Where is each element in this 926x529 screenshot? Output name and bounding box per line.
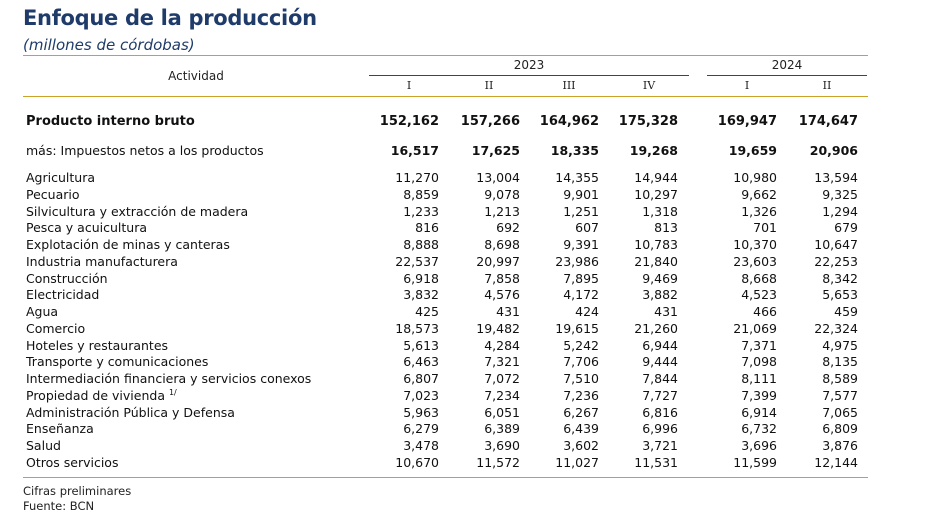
- cell: 8,111: [741, 371, 777, 386]
- note-source: Fuente: BCN: [23, 499, 95, 513]
- table-bottom-rule: [23, 477, 868, 478]
- cell: 20,906: [809, 143, 858, 158]
- cell: 16,517: [390, 143, 439, 158]
- cell: 11,572: [476, 454, 520, 470]
- row-label: [26, 405, 235, 420]
- cell: 19,268: [629, 143, 678, 158]
- cell: 7,065: [822, 404, 858, 420]
- cell: 6,051: [484, 404, 520, 420]
- table-row: [0, 371, 926, 387]
- cell: 7,706: [563, 354, 599, 370]
- cell: 6,996: [642, 421, 678, 437]
- cell: 4,284: [484, 337, 520, 353]
- quarter-2024-ii: II: [822, 79, 832, 92]
- row-label-text: Silvicultura y extracción de madera: [26, 203, 249, 219]
- row-label: [26, 371, 311, 386]
- cell: 11,270: [395, 170, 439, 185]
- table-row: [0, 438, 926, 454]
- cell: 425: [415, 304, 439, 319]
- row-label: [26, 254, 178, 269]
- cell: 7,577: [822, 387, 858, 403]
- cell: 3,690: [484, 438, 520, 453]
- cell: 7,023: [403, 387, 439, 403]
- cell: 22,537: [395, 253, 439, 269]
- cell: 3,602: [563, 438, 599, 453]
- row-label-text: Administración Pública y Defensa: [26, 404, 235, 420]
- row-label: [26, 220, 147, 235]
- cell: 6,279: [403, 421, 439, 437]
- cell: 22,253: [814, 253, 858, 269]
- cell: 8,342: [822, 270, 858, 286]
- table-row: [0, 321, 926, 337]
- cell: 1,213: [484, 203, 520, 219]
- cell: 7,895: [563, 270, 599, 286]
- cell: 5,963: [403, 404, 439, 420]
- cell: 14,944: [634, 170, 678, 185]
- cell: 7,371: [741, 337, 777, 353]
- row-label: [26, 388, 177, 403]
- row-label: [26, 338, 168, 353]
- table-row: [0, 170, 926, 186]
- page-subtitle: (millones de córdobas): [23, 36, 195, 54]
- cell: 8,888: [403, 237, 439, 252]
- cell: 6,463: [403, 354, 439, 370]
- cell: 19,659: [728, 143, 777, 158]
- cell: 164,962: [539, 114, 599, 129]
- table-row: [0, 421, 926, 437]
- cell: 1,233: [403, 203, 439, 219]
- year-header-2023: 2023: [513, 58, 545, 72]
- cell: 3,478: [403, 438, 439, 453]
- cell: 8,698: [484, 237, 520, 252]
- cell: 4,172: [563, 287, 599, 303]
- cell: 11,599: [733, 454, 777, 470]
- cell: 679: [834, 220, 858, 236]
- quarter-2024-i: I: [744, 79, 750, 92]
- table-row: [0, 388, 926, 404]
- cell: 7,072: [484, 371, 520, 386]
- quarter-2023-ii: II: [484, 79, 494, 92]
- row-label: [26, 455, 118, 470]
- cell: 21,260: [634, 320, 678, 336]
- cell: 6,439: [563, 421, 599, 437]
- year-rule-2023: [369, 75, 689, 76]
- row-label-text: Agua: [26, 304, 59, 319]
- cell: 19,615: [555, 320, 599, 336]
- row-label-text: Transporte y comunicaciones: [26, 354, 209, 370]
- cell: 12,144: [814, 454, 858, 470]
- row-label: [26, 170, 95, 185]
- cell: 813: [654, 220, 678, 236]
- cell: 7,858: [484, 270, 520, 286]
- cell: 7,098: [741, 354, 777, 370]
- cell: 431: [496, 304, 520, 319]
- row-label: [26, 321, 85, 336]
- row-label-text: Hoteles y restaurantes: [26, 337, 169, 353]
- cell: 3,832: [403, 287, 439, 303]
- row-label-text: Salud: [26, 438, 61, 453]
- cell: 8,135: [822, 354, 858, 370]
- top-rule: [23, 55, 868, 56]
- row-label-text: Explotación de minas y canteras: [26, 237, 230, 252]
- quarter-2023-i: I: [406, 79, 412, 92]
- cell: 18,573: [395, 320, 439, 336]
- cell: 6,267: [563, 404, 599, 420]
- cell: 7,844: [642, 371, 678, 386]
- cell: 7,321: [484, 354, 520, 370]
- row-label: [26, 287, 99, 302]
- row-label-text: Enseñanza: [26, 421, 94, 437]
- row-label: [26, 187, 80, 202]
- row-label: más: Impuestos netos a los productos: [26, 143, 264, 158]
- row-label-text: Intermediación financiera y servicios conexos: [26, 371, 312, 386]
- cell: 3,882: [642, 287, 678, 303]
- cell: 152,162: [379, 114, 439, 129]
- cell: 20,997: [476, 253, 520, 269]
- row-label-text: Comercio: [26, 320, 86, 336]
- table-row: [0, 287, 926, 303]
- row-label-text: Otros servicios: [26, 454, 119, 470]
- cell: 6,807: [403, 371, 439, 386]
- cell: 1,251: [563, 203, 599, 219]
- row-label: [26, 354, 208, 369]
- cell: 424: [575, 304, 599, 319]
- year-rule-2024: [707, 75, 867, 76]
- cell: 7,399: [741, 387, 777, 403]
- cell: 459: [834, 304, 858, 319]
- cell: 17,625: [471, 143, 520, 158]
- cell: 1,318: [642, 203, 678, 219]
- cell: 13,594: [814, 170, 858, 185]
- activity-header: Actividad: [168, 69, 224, 83]
- row-label-text: Pecuario: [26, 186, 80, 202]
- cell: 9,325: [822, 186, 858, 202]
- cell: 7,727: [642, 387, 678, 403]
- cell: 7,510: [563, 371, 599, 386]
- cell: 6,732: [741, 421, 777, 437]
- cell: 7,234: [484, 387, 520, 403]
- cell: 8,589: [822, 371, 858, 386]
- cell: 9,469: [642, 270, 678, 286]
- year-header-2024: 2024: [771, 58, 803, 72]
- table-row: [0, 354, 926, 370]
- cell: 13,004: [476, 170, 520, 185]
- cell: 6,816: [642, 404, 678, 420]
- cell: 4,523: [741, 287, 777, 303]
- cell: 9,662: [741, 186, 777, 202]
- cell: 701: [753, 220, 777, 236]
- cell: 5,613: [403, 337, 439, 353]
- cell: 8,668: [741, 270, 777, 286]
- cell: 6,809: [822, 421, 858, 437]
- footnote-marker: 1/: [168, 387, 177, 397]
- table-row: [0, 204, 926, 220]
- quarter-2023-iv: IV: [642, 79, 656, 92]
- row-label: [26, 438, 61, 453]
- cell: 3,696: [741, 438, 777, 453]
- cell: 816: [415, 220, 439, 236]
- cell: 11,027: [555, 454, 599, 470]
- row-label: [26, 421, 94, 436]
- header-bottom-rule: [23, 96, 868, 97]
- cell: 3,876: [822, 438, 858, 453]
- cell: 10,980: [733, 170, 777, 185]
- cell: 23,986: [555, 253, 599, 269]
- table-row: [0, 271, 926, 287]
- row-label: [26, 304, 58, 319]
- row-label: [26, 271, 108, 286]
- cell: 21,840: [634, 253, 678, 269]
- row-pib: [0, 114, 926, 130]
- cell: 1,294: [822, 203, 858, 219]
- page-title: Enfoque de la producción: [23, 6, 317, 30]
- table-row: [0, 455, 926, 471]
- cell: 14,355: [555, 170, 599, 185]
- cell: 9,078: [484, 186, 520, 202]
- cell: 4,975: [822, 337, 858, 353]
- cell: 6,389: [484, 421, 520, 437]
- cell: 10,297: [634, 186, 678, 202]
- table-row: [0, 220, 926, 236]
- cell: 21,069: [733, 320, 777, 336]
- cell: 11,531: [634, 454, 678, 470]
- cell: 6,918: [403, 270, 439, 286]
- row-label-text: Construcción: [26, 270, 108, 286]
- cell: 22,324: [814, 320, 858, 336]
- row-impuestos: [0, 143, 926, 159]
- cell: 6,944: [642, 337, 678, 353]
- cell: 9,391: [563, 237, 599, 252]
- cell: 169,947: [717, 114, 777, 129]
- cell: 174,647: [798, 114, 858, 129]
- cell: 23,603: [733, 253, 777, 269]
- cell: 9,444: [642, 354, 678, 370]
- cell: 607: [575, 220, 599, 236]
- cell: 10,670: [395, 454, 439, 470]
- table-row: [0, 254, 926, 270]
- row-label: [26, 204, 248, 219]
- cell: 157,266: [460, 114, 520, 129]
- table-row: [0, 237, 926, 253]
- cell: 10,783: [634, 237, 678, 252]
- cell: 692: [496, 220, 520, 236]
- cell: 175,328: [618, 114, 678, 129]
- cell: 8,859: [403, 186, 439, 202]
- quarter-2023-iii: III: [562, 79, 576, 92]
- table-row: [0, 338, 926, 354]
- note-preliminary: Cifras preliminares: [23, 484, 132, 498]
- cell: 10,370: [733, 237, 777, 252]
- row-label-text: Electricidad: [26, 287, 100, 303]
- cell: 18,335: [550, 143, 599, 158]
- row-label: [26, 237, 230, 252]
- row-label-text: Propiedad de vivienda: [26, 387, 165, 403]
- cell: 6,914: [741, 404, 777, 420]
- row-label: Producto interno bruto: [26, 114, 195, 129]
- cell: 5,242: [563, 337, 599, 353]
- row-label-text: Industria manufacturera: [26, 253, 178, 269]
- table-row: [0, 187, 926, 203]
- table-row: [0, 304, 926, 320]
- row-label-text: Agricultura: [26, 170, 95, 185]
- cell: 4,576: [484, 287, 520, 303]
- cell: 5,653: [822, 287, 858, 303]
- cell: 9,901: [563, 186, 599, 202]
- cell: 431: [654, 304, 678, 319]
- cell: 1,326: [741, 203, 777, 219]
- cell: 19,482: [476, 320, 520, 336]
- row-label-text: Pesca y acuicultura: [26, 220, 147, 236]
- table-row: [0, 405, 926, 421]
- cell: 7,236: [563, 387, 599, 403]
- cell: 466: [753, 304, 777, 319]
- cell: 10,647: [814, 237, 858, 252]
- cell: 3,721: [642, 438, 678, 453]
